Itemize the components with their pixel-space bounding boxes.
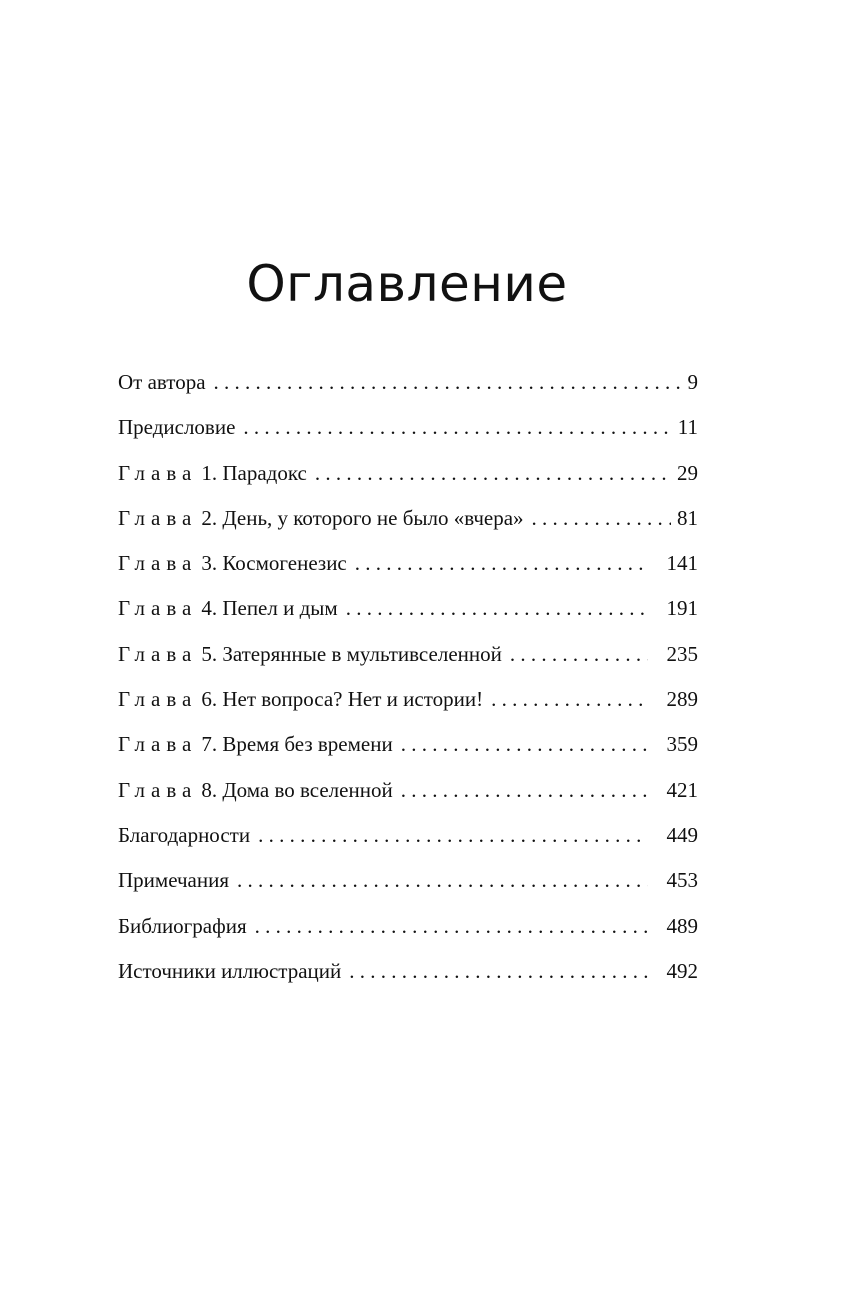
toc-entry-bibliography[interactable] — [118, 906, 698, 951]
dot-leader — [346, 588, 648, 628]
page-number: 191 — [666, 596, 698, 621]
chapter-prefix: Глава — [118, 732, 198, 757]
toc-entry-acknowledgements[interactable] — [118, 815, 698, 860]
chapter-prefix: Глава — [118, 777, 198, 802]
page-number: 11 — [677, 415, 698, 440]
page-title: Оглавление — [246, 255, 568, 313]
page-number: 81 — [677, 505, 698, 530]
entry-title: 8. Дома во вселенной — [201, 777, 393, 802]
dot-leader — [243, 407, 671, 447]
toc-entry-preface[interactable] — [118, 407, 698, 452]
page-number: 359 — [666, 732, 698, 757]
dot-leader — [491, 679, 648, 719]
chapter-prefix: Глава — [118, 460, 198, 485]
page-number: 289 — [666, 687, 698, 712]
chapter-prefix: Глава — [118, 687, 198, 712]
toc-entry-chapter-4[interactable] — [118, 588, 698, 633]
chapter-prefix: Глава — [118, 596, 198, 621]
toc-entry-chapter-3[interactable] — [118, 543, 698, 588]
dot-leader — [349, 951, 648, 991]
entry-title: 7. Время без времени — [201, 732, 393, 757]
dot-leader — [258, 815, 648, 855]
table-of-contents — [118, 362, 698, 996]
entry-title: 4. Пепел и дым — [201, 596, 338, 621]
page-number: 489 — [666, 913, 698, 938]
chapter-prefix: Глава — [118, 641, 198, 666]
entry-title: Предисловие — [118, 415, 236, 440]
entry-title: Источники иллюстраций — [118, 958, 342, 983]
toc-entry-chapter-1[interactable] — [118, 453, 698, 498]
chapter-prefix: Глава — [118, 505, 198, 530]
entry-title: 2. День, у которого не было «вчера» — [201, 505, 524, 530]
entry-title: 6. Нет вопроса? Нет и истории! — [201, 687, 484, 712]
dot-leader — [315, 453, 671, 493]
dot-leader — [214, 362, 682, 402]
page-number: 9 — [687, 370, 698, 394]
dot-leader — [401, 724, 648, 764]
page-number: 141 — [666, 551, 698, 576]
dot-leader — [255, 906, 648, 946]
chapter-prefix: Глава — [118, 551, 198, 576]
entry-title: Библиография — [118, 913, 247, 938]
dot-leader — [237, 860, 648, 900]
page-number: 235 — [666, 641, 698, 666]
toc-entry-chapter-8[interactable] — [118, 770, 698, 815]
entry-title: Благодарности — [118, 822, 251, 847]
toc-entry-chapter-5[interactable] — [118, 634, 698, 679]
toc-entry-foreword-author[interactable] — [118, 362, 698, 407]
toc-entry-chapter-6[interactable] — [118, 679, 698, 724]
page-number: 449 — [666, 822, 698, 847]
entry-title: 5. Затерянные в мультивселенной — [201, 641, 502, 666]
dot-leader — [532, 498, 671, 538]
dot-leader — [401, 770, 648, 810]
toc-entry-chapter-7[interactable] — [118, 724, 698, 769]
entry-title: Примечания — [118, 868, 230, 893]
dot-leader — [355, 543, 648, 583]
page-number: 421 — [666, 777, 698, 802]
entry-title: 3. Космогенезис — [201, 551, 347, 576]
toc-entry-chapter-2[interactable] — [118, 498, 698, 543]
entry-title: 1. Парадокс — [201, 460, 307, 485]
entry-title: От автора — [118, 370, 206, 394]
page-number: 29 — [677, 460, 698, 485]
toc-entry-notes[interactable] — [118, 860, 698, 905]
page-number: 492 — [666, 958, 698, 983]
toc-entry-illustration-sources[interactable] — [118, 951, 698, 996]
dot-leader — [510, 634, 648, 674]
page-number: 453 — [666, 868, 698, 893]
